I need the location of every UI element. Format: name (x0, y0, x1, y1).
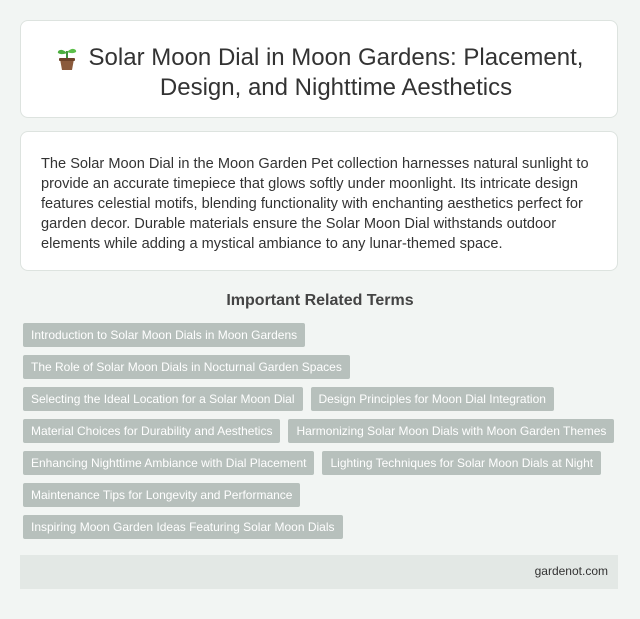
related-term-tag[interactable]: Introduction to Solar Moon Dials in Moon Gardens (23, 323, 305, 347)
related-term-tag[interactable]: Harmonizing Solar Moon Dials with Moon Garden Themes (288, 419, 614, 443)
footer-site-link[interactable]: gardenot.com (534, 564, 608, 578)
related-term-tag[interactable]: Lighting Techniques for Solar Moon Dials at Night (322, 451, 601, 475)
footer (20, 555, 618, 589)
page-title: Solar Moon Dial in Moon Gardens: Placement, Design, and Nighttime Aesthetics (88, 44, 584, 101)
title-card (20, 20, 618, 118)
related-term-tag[interactable]: Material Choices for Durability and Aesthetics (23, 419, 280, 443)
related-term-tag[interactable]: Inspiring Moon Garden Ideas Featuring Solar Moon Dials (23, 515, 343, 539)
related-term-tag[interactable]: Design Principles for Moon Dial Integration (311, 387, 554, 411)
related-term-tag[interactable]: Enhancing Nighttime Ambiance with Dial Placement (23, 451, 314, 475)
description-card (20, 131, 618, 271)
related-term-tag[interactable]: Maintenance Tips for Longevity and Performance (23, 483, 300, 507)
related-term-tag[interactable]: Selecting the Ideal Location for a Solar Moon Dial (23, 387, 303, 411)
related-terms-list (23, 323, 623, 547)
related-term-tag[interactable]: The Role of Solar Moon Dials in Nocturnal Garden Spaces (23, 355, 350, 379)
description-text: The Solar Moon Dial in the Moon Garden Pet collection harnesses natural sunlight to provide an accurate timepiece that glows softly under moonlight. Its intricate design features celestial motifs, blending functionality with enchanting aesthetics perfect for garden decor. Durable materials ensure the Solar Moon Dial withstands outdoor elements while adding a mystical ambiance to any lunar-themed space. (41, 156, 589, 252)
related-terms-heading: Important Related Terms (226, 292, 414, 309)
